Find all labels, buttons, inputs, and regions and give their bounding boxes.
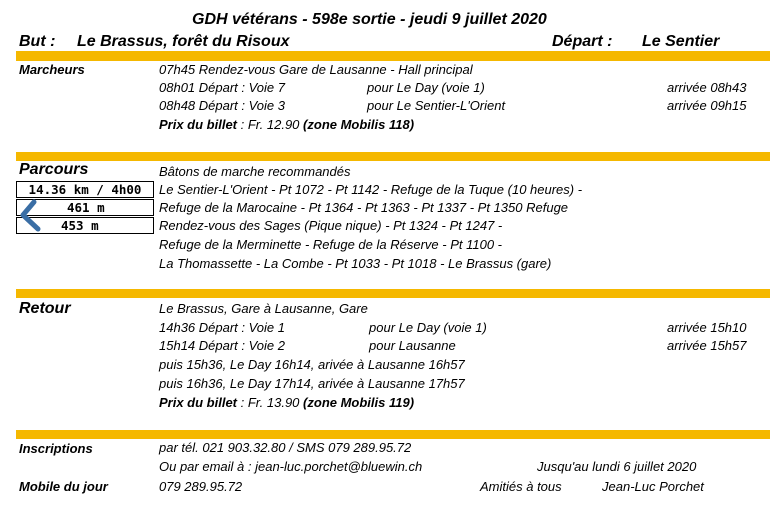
mobile-label: Mobile du jour (19, 479, 108, 494)
prix-label: Prix du billet (159, 117, 238, 132)
marcheurs-label: Marcheurs (19, 62, 85, 77)
elevation-arrow-icon (20, 199, 50, 235)
retour-arrival-2: arrivée 15h57 (667, 338, 747, 353)
marcheurs-arrival-1: arrivée 08h43 (667, 80, 747, 95)
prix-label: Prix du billet (159, 395, 238, 410)
parcours-line-2: Refuge de la Marocaine - Pt 1364 - Pt 1363 - Pt 1337 - Pt 1350 Refuge (159, 200, 569, 215)
prix-zone: (zone Mobilis 118) (303, 117, 415, 132)
retour-line1: Le Brassus, Gare à Lausanne, Gare (159, 301, 368, 316)
marcheurs-line1: 07h45 Rendez-vous Gare de Lausanne - Hall principal (159, 62, 473, 77)
prix-zone: (zone Mobilis 119) (303, 395, 415, 410)
retour-line5: puis 16h36, Le Day 17h14, arivée à Lausanne 17h57 (159, 376, 465, 391)
prix-value: : Fr. 12.90 (240, 117, 300, 132)
retour-prix (159, 395, 414, 410)
retour-arrival-1: arrivée 15h10 (667, 320, 747, 335)
divider-bar (16, 430, 770, 439)
inscriptions-label: Inscriptions (19, 441, 93, 456)
prix-value: : Fr. 13.90 (240, 395, 300, 410)
distance-box: 14.36 km / 4h00 (16, 181, 154, 198)
depart-value: Le Sentier (642, 33, 720, 50)
inscriptions-line1: par tél. 021 903.32.80 / SMS 079 289.95.72 (159, 440, 412, 455)
retour-label: Retour (19, 300, 71, 317)
parcours-line-0: Bâtons de marche recommandés (159, 164, 351, 179)
parcours-line-1: Le Sentier-L'Orient - Pt 1072 - Pt 1142 - Refuge de la Tuque (10 heures) - (159, 182, 583, 197)
but-value: Le Brassus, forêt du Risoux (77, 33, 290, 50)
parcours-label: Parcours (19, 161, 89, 178)
marcheurs-dest-2: pour Le Sentier-L'Orient (367, 98, 506, 113)
signature-name: Jean-Luc Porchet (602, 479, 704, 494)
retour-line4: puis 15h36, Le Day 16h14, arivée à Lausanne 16h57 (159, 357, 465, 372)
mobile-number: 079 289.95.72 (159, 479, 243, 494)
parcours-line-4: Refuge de la Merminette - Refuge de la Réserve - Pt 1100 - (159, 237, 502, 252)
retour-depart-2: 15h14 Départ : Voie 2 (159, 338, 285, 353)
document-title: GDH vétérans - 598e sortie - jeudi 9 juillet 2020 (192, 11, 547, 28)
descente-value: 453 m (61, 218, 99, 233)
greeting: Amitiés à tous (480, 479, 562, 494)
parcours-line-3: Rendez-vous des Sages (Pique nique) - Pt 1324 - Pt 1247 - (159, 218, 503, 233)
montee-value: 461 m (67, 200, 105, 215)
marcheurs-prix (159, 117, 414, 132)
but-label: But : (19, 33, 56, 50)
divider-bar (16, 289, 770, 298)
divider-bar (16, 51, 770, 61)
divider-bar (16, 152, 770, 161)
marcheurs-depart-1: 08h01 Départ : Voie 7 (159, 80, 285, 95)
retour-dest-1: pour Le Day (voie 1) (369, 320, 487, 335)
inscriptions-deadline: Jusqu'au lundi 6 juillet 2020 (537, 459, 697, 474)
parcours-line-5: La Thomassette - La Combe - Pt 1033 - Pt 1018 - Le Brassus (gare) (159, 256, 552, 271)
depart-label: Départ : (552, 33, 613, 50)
retour-depart-1: 14h36 Départ : Voie 1 (159, 320, 285, 335)
inscriptions-line2: Ou par email à : jean-luc.porchet@bluewin.ch (159, 459, 423, 474)
marcheurs-dest-1: pour Le Day (voie 1) (367, 80, 485, 95)
marcheurs-arrival-2: arrivée 09h15 (667, 98, 747, 113)
retour-dest-2: pour Lausanne (369, 338, 456, 353)
marcheurs-depart-2: 08h48 Départ : Voie 3 (159, 98, 285, 113)
